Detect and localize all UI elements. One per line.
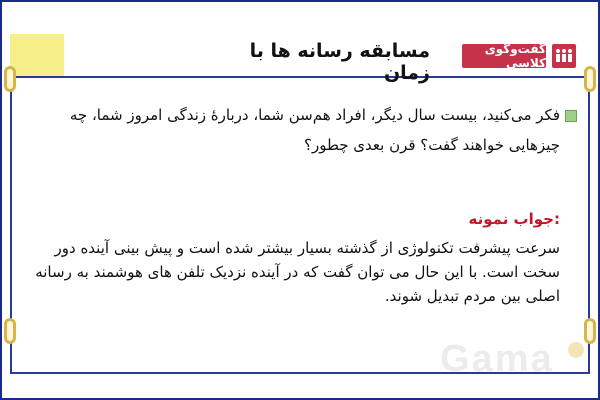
binder-ring-left-bottom bbox=[4, 318, 16, 344]
slide-title: مسابقه رسانه ها با زمان bbox=[249, 40, 430, 84]
people-icon bbox=[552, 44, 576, 68]
watermark-logo: Gama bbox=[440, 338, 554, 380]
slide-header bbox=[10, 34, 590, 84]
bullet-square-icon bbox=[565, 110, 577, 122]
binder-ring-right-top bbox=[584, 66, 596, 92]
header-accent bbox=[10, 34, 64, 76]
class-discussion-badge: گفت‌وگوی کلاسی bbox=[462, 44, 546, 68]
answer-text: سرعت پیشرفت تکنولوژی از گذشته بسیار بیشتر شده است و پیش بینی آینده دور سخت است. با این حال می توان گفت که در آینده نزدیک تلفن های هوشمند به رسانه اصلی بین مردم تبدیل شوند. bbox=[35, 239, 560, 305]
binder-ring-right-bottom bbox=[584, 318, 596, 344]
content-panel bbox=[10, 34, 590, 374]
binder-ring-left-top bbox=[4, 66, 16, 92]
answer-title: :جواب نمونه bbox=[468, 210, 560, 228]
question-text: فکر می‌کنید، بیست سال دیگر، افراد هم‌سن شما، دربارهٔ زندگی امروز شما، چه چیزهایی خواهند گفت؟ قرن بعدی چطور؟ bbox=[69, 106, 560, 154]
